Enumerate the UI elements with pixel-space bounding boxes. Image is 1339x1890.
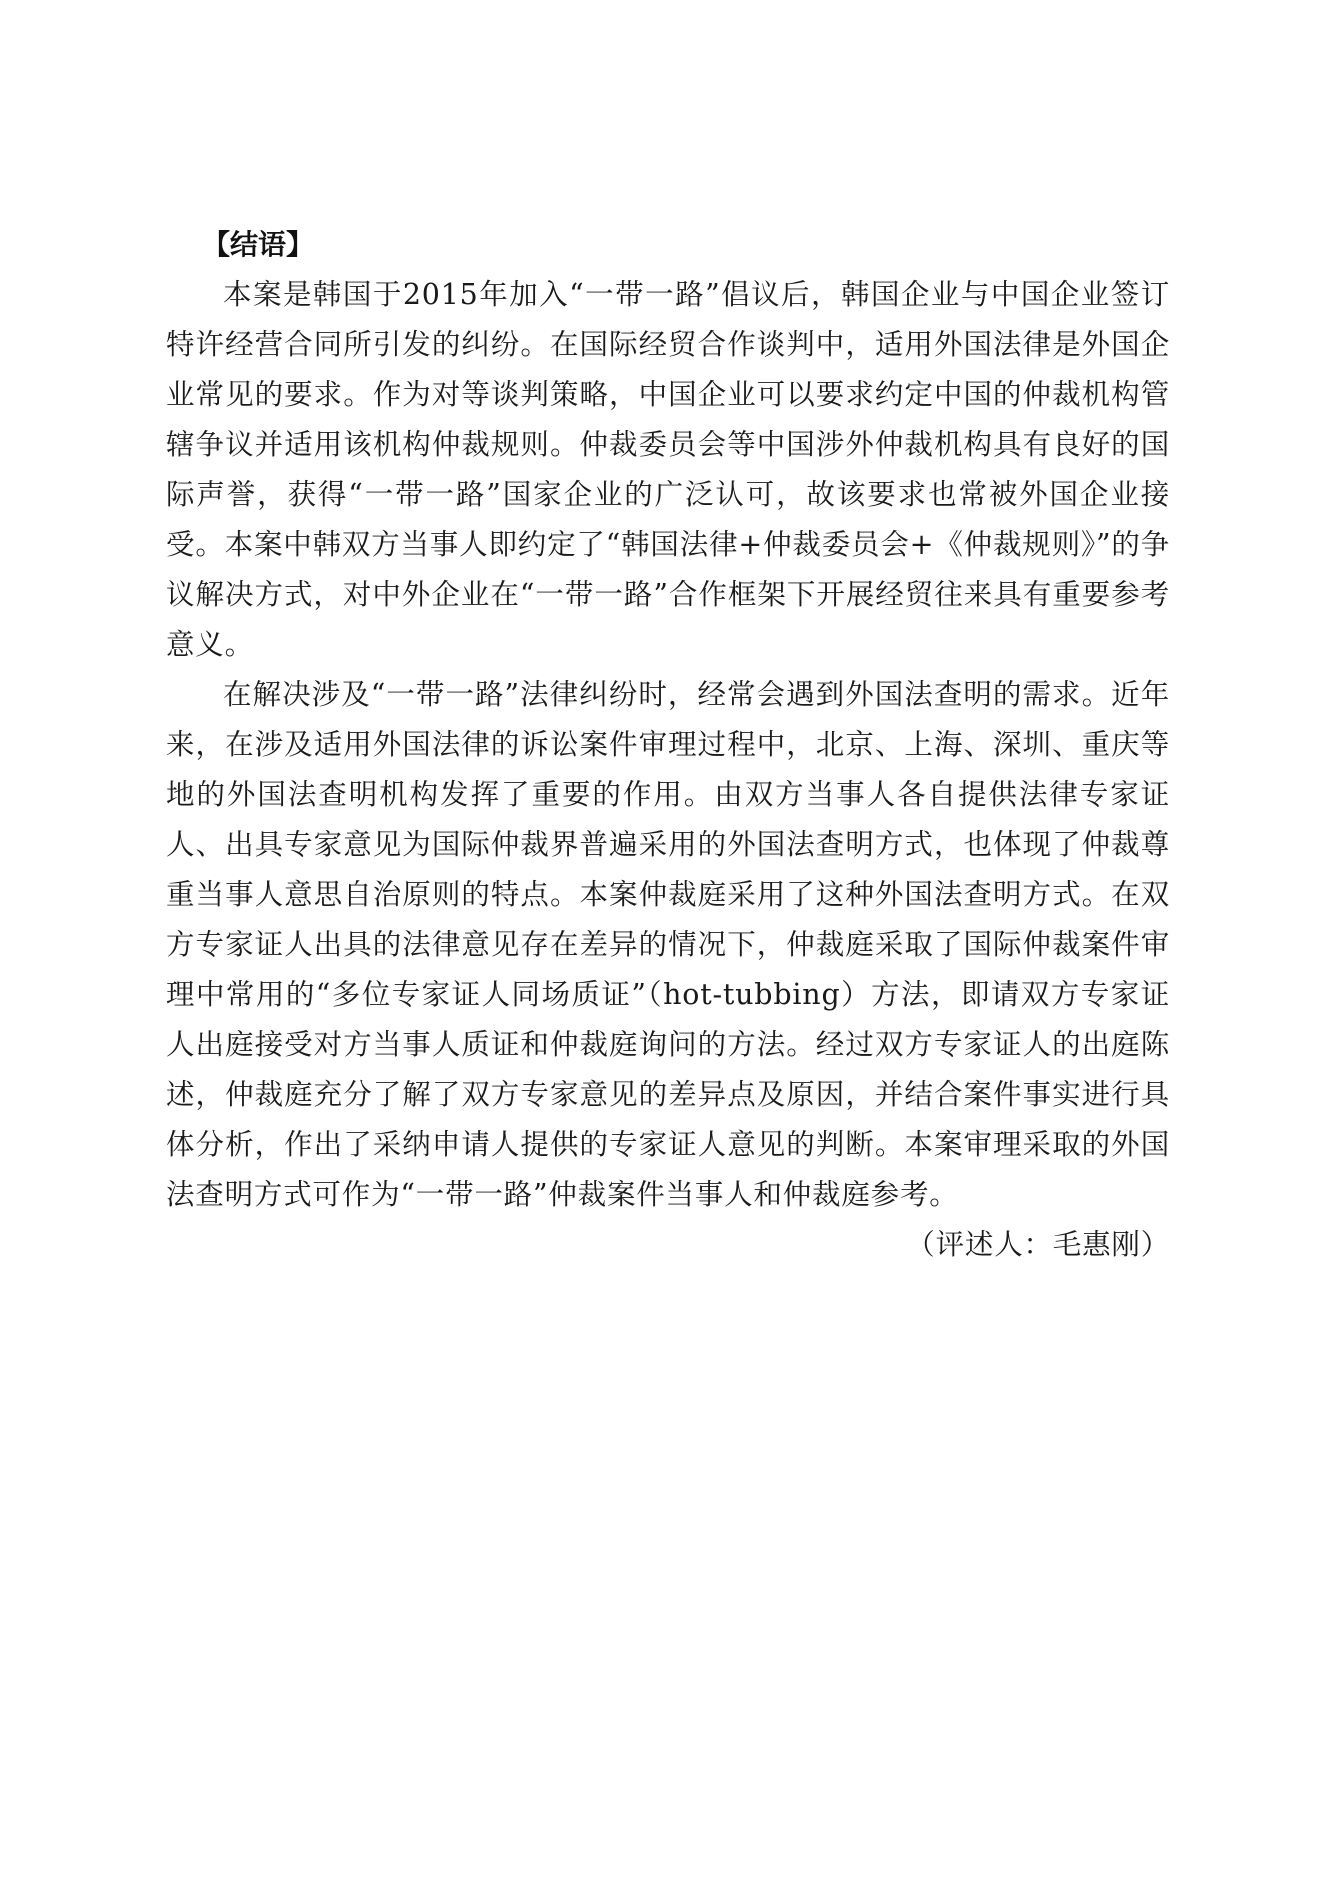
paragraph-conclusion-1: 本案是韩国于2015年加入“一带一路”倡议后，韩国企业与中国企业签订特许经营合同所引发的纠纷。在国际经贸合作谈判中，适用外国法律是外国企业常见的要求。作为对等谈判策略，中国企业可以要求约定中国的仲裁机构管辖争议并适用该机构仲裁规则。仲裁委员会等中国涉外仲裁机构具有良好的国际声誉，获得“一带一路”国家企业的广泛认可，故该要求也常被外国企业接受。本案中韩双方当事人即约定了“韩国法律+仲裁委员会+《仲裁规则》”的争议解决方式，对中外企业在“一带一路”合作框架下开展经贸往来具有重要参考意义。: [166, 278, 1170, 661]
document-body: [166, 220, 1170, 1270]
commentator-attribution: （评述人：毛惠刚）: [906, 1228, 1170, 1261]
section-heading: 【结语】: [202, 228, 315, 261]
paragraph-conclusion-2: 在解决涉及“一带一路”法律纠纷时，经常会遇到外国法查明的需求。近年来，在涉及适用外国法律的诉讼案件审理过程中，北京、上海、深圳、重庆等地的外国法查明机构发挥了重要的作用。由双方当事人各自提供法律专家证人、出具专家意见为国际仲裁界普遍采用的外国法查明方式，也体现了仲裁尊重当事人意思自治原则的特点。本案仲裁庭采用了这种外国法查明方式。在双方专家证人出具的法律意见存在差异的情况下，仲裁庭采取了国际仲裁案件审理中常用的“多位专家证人同场质证”（hot-tubbing）方法，即请双方专家证人出庭接受对方当事人质证和仲裁庭询问的方法。经过双方专家证人的出庭陈述，仲裁庭充分了解了双方专家意见的差异点及原因，并结合案件事实进行具体分析，作出了采纳申请人提供的专家证人意见的判断。本案审理采取的外国法查明方式可作为“一带一路”仲裁案件当事人和仲裁庭参考。: [166, 678, 1170, 1211]
